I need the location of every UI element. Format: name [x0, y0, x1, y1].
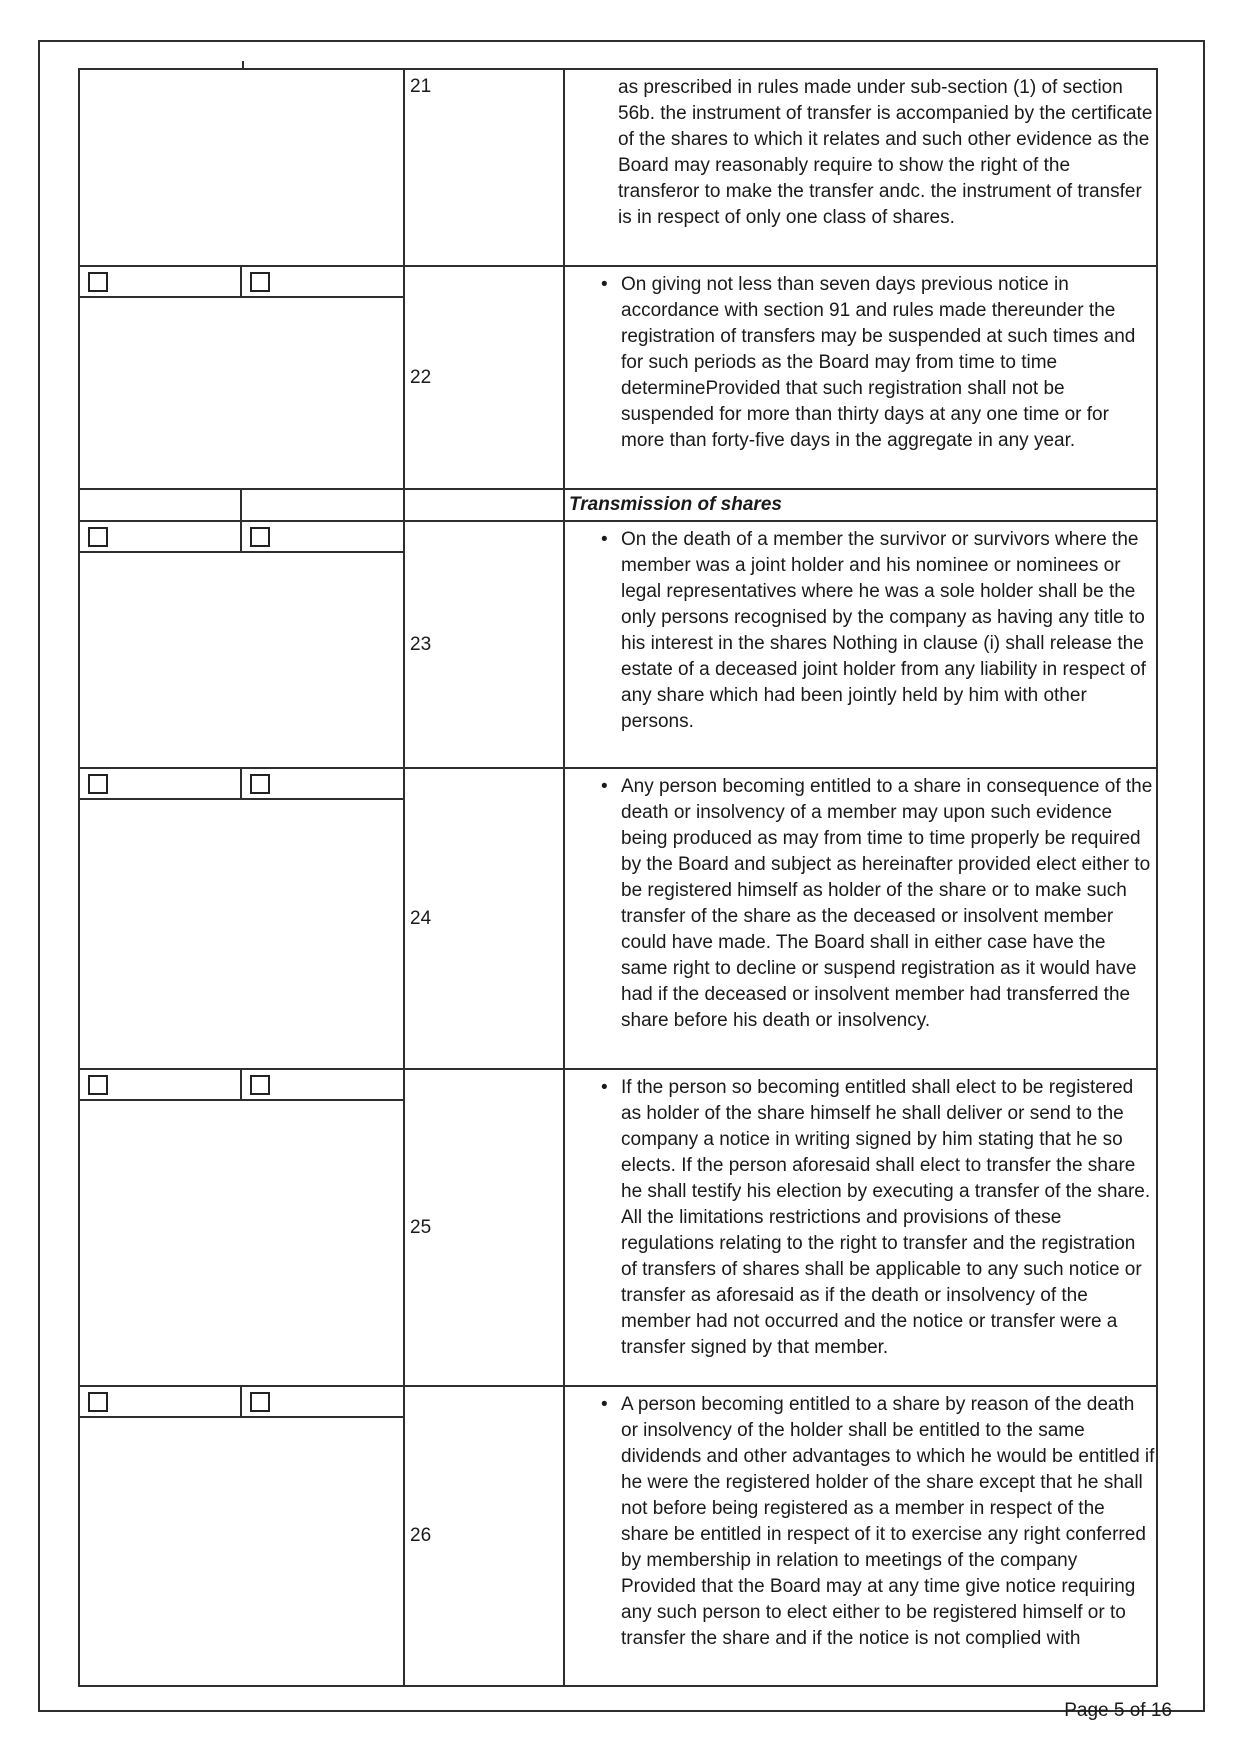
checkbox-strip: [80, 1070, 403, 1101]
checkbox-unchecked[interactable]: [250, 527, 270, 547]
empty-cell: [242, 490, 403, 520]
clause-text: If the person so becoming entitled shall elect to be registered as holder of the share himself he shall deliver or send to the company a notice in writing signed by him stating that he so elects. If the person aforesaid shall elect to transfer the share he shall testify his election by executing a transfer of the share. All the limitations restrictions and provisions of these regulations relating to the right to transfer and the registration of transfers of shares shall be applicable to any such notice or transfer as aforesaid as if the death or insolvency of the member had not occurred and the notice or transfer were a transfer signed by that member.: [621, 1077, 1151, 1358]
table-row: [80, 769, 1156, 1070]
checkbox-unchecked[interactable]: [88, 1075, 108, 1095]
table-row: [80, 1070, 1156, 1387]
form-cell-group: [80, 490, 405, 520]
empty-strip: [80, 490, 403, 520]
checkbox-strip: [80, 267, 403, 298]
form-cell-group: [80, 1070, 405, 1385]
clause-text-cell: [565, 522, 1156, 767]
clause-text: Any person becoming entitled to a share in consequence of the death or insolvency of a member may upon such evidence being produced as may from time to time properly be required by the Board and subject as hereinafter provided elect either to be registered himself as holder of the share or to make such transfer of the share as the deceased or insolvent member could have made. The Board shall in either case have the same right to decline or suspend registration as it would have had if the deceased or insolvent member had transferred the share before his death or insolvency.: [621, 776, 1153, 1031]
bullet-icon: •: [601, 1394, 608, 1415]
clause-text: as prescribed in rules made under sub-section (1) of section 56b. the instrument of transfer is accompanied by the certificate of the shares to which it relates and such other evidence as the Board may reasonably require to show the right of the transferor to make the transfer andc. the instrument of transfer is in respect of only one class of shares.: [618, 77, 1153, 228]
clause-text: A person becoming entitled to a share by reason of the death or insolvency of the holder shall be entitled to the same dividends and other advantages to which he would be entitled if he were the registered holder of the share except that he shall not before being registered as a member in respect of the share be entitled in respect of it to exercise any right conferred by membership in relation to meetings of the company Provided that the Board may at any time give notice requiring any such person to elect either to be registered himself or to transfer the share and if the notice is not complied with: [621, 1394, 1155, 1649]
checkbox-unchecked[interactable]: [88, 527, 108, 547]
checkbox-cell: [80, 1070, 242, 1099]
form-cell-empty: [80, 70, 405, 265]
clause-number: 21: [405, 70, 565, 265]
checkbox-cell: [80, 1387, 242, 1416]
clause-number: 23: [405, 522, 565, 767]
clause-number: 22: [405, 267, 565, 488]
checkbox-cell: [242, 1387, 403, 1416]
section-header-cell: [565, 490, 1156, 520]
page-number-label: Page 5 of 16: [1064, 1700, 1172, 1721]
table-row: [80, 522, 1156, 769]
clause-number: 25: [405, 1070, 565, 1385]
clause-number: 26: [405, 1387, 565, 1685]
clause-text: On giving not less than seven days previous notice in accordance with section 91 and rules made thereunder the registration of transfers may be suspended at such times and for such periods as the Board may from time to time determineProvided that such registration shall not be suspended for more than thirty days at any one time or for more than forty-five days in the aggregate in any year.: [621, 274, 1136, 451]
bullet-icon: •: [601, 776, 608, 797]
clause-text-cell: [565, 70, 1156, 265]
form-cell-group: [80, 769, 405, 1068]
bullet-icon: •: [601, 1077, 608, 1098]
clause-text-cell: [565, 267, 1156, 488]
checkbox-cell: [80, 769, 242, 798]
table-row: [80, 1387, 1156, 1685]
clause-number-empty: [405, 490, 565, 520]
section-header: Transmission of shares: [569, 494, 782, 515]
checkbox-unchecked[interactable]: [250, 774, 270, 794]
form-cell-group: [80, 1387, 405, 1685]
clauses-table: [78, 68, 1158, 1687]
checkbox-strip: [80, 522, 403, 553]
bullet-icon: •: [601, 529, 608, 550]
checkbox-unchecked[interactable]: [88, 774, 108, 794]
table-grid-remnant: [242, 61, 244, 68]
checkbox-cell: [242, 267, 403, 296]
checkbox-unchecked[interactable]: [88, 272, 108, 292]
checkbox-unchecked[interactable]: [250, 1075, 270, 1095]
clause-text-cell: [565, 1070, 1156, 1385]
checkbox-cell: [80, 522, 242, 551]
clause-text-cell: [565, 769, 1156, 1068]
clause-text: On the death of a member the survivor or survivors where the member was a joint holder and his nominee or nominees or legal representatives where he was a sole holder shall be the only persons recognised by the company as having any title to his interest in the shares Nothing in clause (i) shall release the estate of a deceased joint holder from any liability in respect of any share which had been jointly held by him with other persons.: [621, 529, 1146, 732]
section-header-row: [80, 490, 1156, 522]
clause-text-cell: [565, 1387, 1156, 1685]
checkbox-strip: [80, 769, 403, 800]
checkbox-cell: [242, 1070, 403, 1099]
table-row: [80, 70, 1156, 267]
checkbox-cell: [242, 522, 403, 551]
checkbox-unchecked[interactable]: [250, 1392, 270, 1412]
checkbox-unchecked[interactable]: [250, 272, 270, 292]
empty-cell: [80, 490, 242, 520]
checkbox-strip: [80, 1387, 403, 1418]
checkbox-unchecked[interactable]: [88, 1392, 108, 1412]
form-cell-group: [80, 267, 405, 488]
checkbox-cell: [80, 267, 242, 296]
table-row: [80, 267, 1156, 490]
bullet-icon: •: [601, 274, 608, 295]
checkbox-cell: [242, 769, 403, 798]
form-cell-group: [80, 522, 405, 767]
clause-number: 24: [405, 769, 565, 1068]
